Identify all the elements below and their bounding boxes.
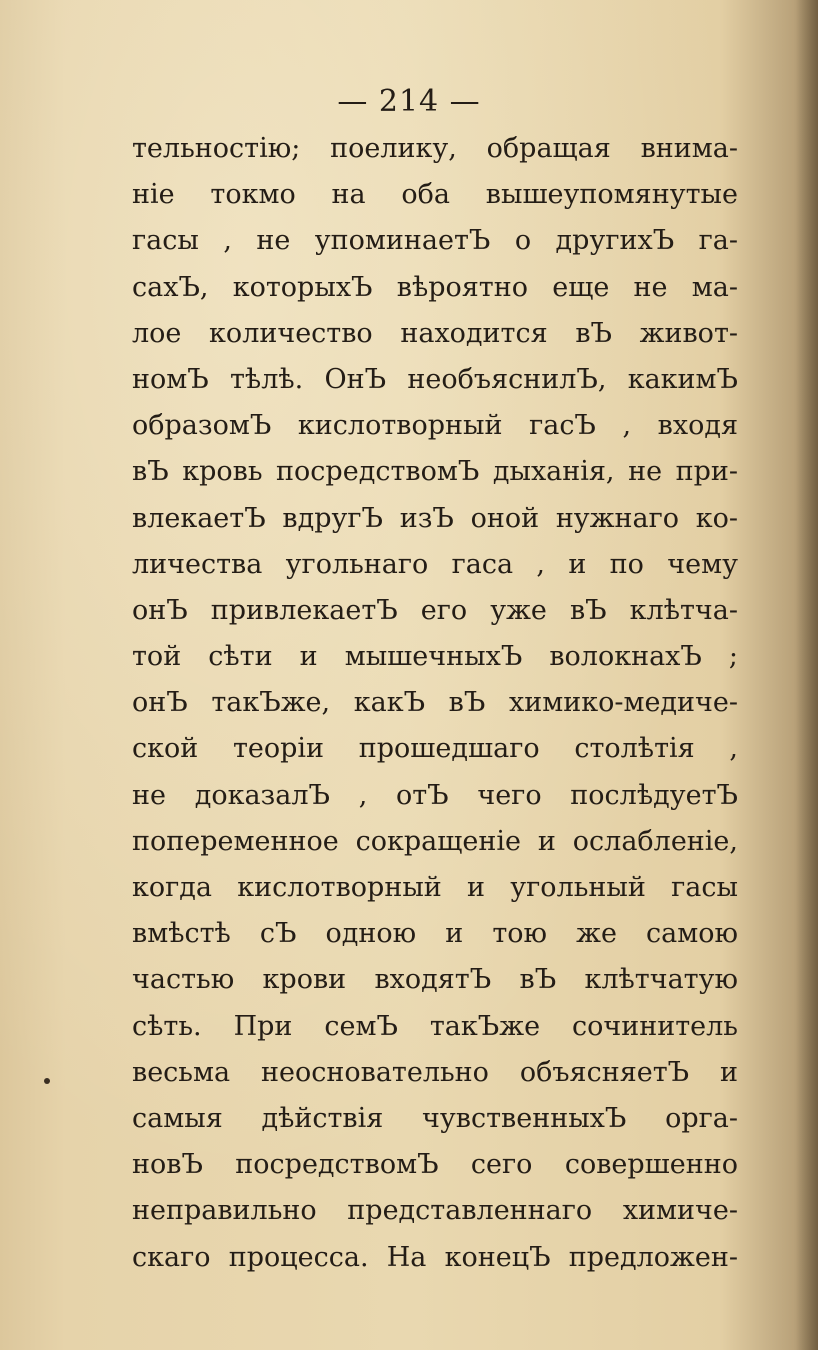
text-line: самыя дѣйствія чувственныхЪ орга- — [132, 1102, 738, 1134]
text-line: тельностію; поелику, обращая внима- — [132, 133, 738, 164]
text-line: онЪ такЪже, какЪ вЪ химико-медиче- — [132, 687, 738, 719]
text-line: весьма неосновательно объясняетЪ и — [132, 1056, 738, 1088]
text-line: сахЪ, которыхЪ вѣроятно еще не ма- — [132, 271, 738, 303]
text-line: новЪ посредствомЪ сего совершенно — [132, 1149, 738, 1181]
text-line: когда кислотворный и угольный гасы — [132, 872, 738, 903]
text-line: ской теоріи прошедшаго столѣтія , — [132, 733, 738, 765]
page-number-header: — 214 — — [337, 84, 481, 119]
text-line: той сѣти и мышечныхЪ волокнахЪ ; — [132, 641, 738, 673]
text-line: вЪ кровь посредствомЪ дыханія, не при- — [132, 456, 738, 488]
text-line: образомЪ кислотворный гасЪ , входя — [132, 410, 738, 442]
text-line: влекаетЪ вдругЪ изЪ оной нужнаго ко- — [132, 502, 738, 534]
text-line: попеременное сокращеніе и ослабленіе, — [132, 825, 738, 857]
text-line: онЪ привлекаетЪ его уже вЪ клѣтча- — [132, 594, 738, 626]
text-line: личества угольнаго гаса , и по чему — [132, 548, 738, 580]
text-line: частью крови входятЪ вЪ клѣтчатую — [132, 964, 738, 996]
body-text — [132, 126, 738, 1281]
text-line: не доказалЪ , отЪ чего послѣдуетЪ — [132, 779, 738, 811]
text-line: сѣть. При семЪ такЪже сочинитель — [132, 1010, 738, 1042]
text-line: неправильно представленнаго химиче- — [132, 1195, 738, 1227]
text-line: гасы , не упоминаетЪ о другихЪ га- — [132, 225, 738, 257]
text-line: скаго процесса. На конецЪ предложен- — [132, 1241, 738, 1273]
text-line: ніе токмо на оба вышеупомянутые — [132, 179, 738, 211]
text-line: лое количество находится вЪ живот- — [132, 317, 738, 349]
text-line: вмѣстѣ сЪ одною и тою же самою — [132, 918, 738, 950]
text-line: номЪ тѣлѣ. ОнЪ необъяснилЪ, какимЪ — [132, 363, 738, 395]
ink-speck — [44, 1078, 50, 1084]
